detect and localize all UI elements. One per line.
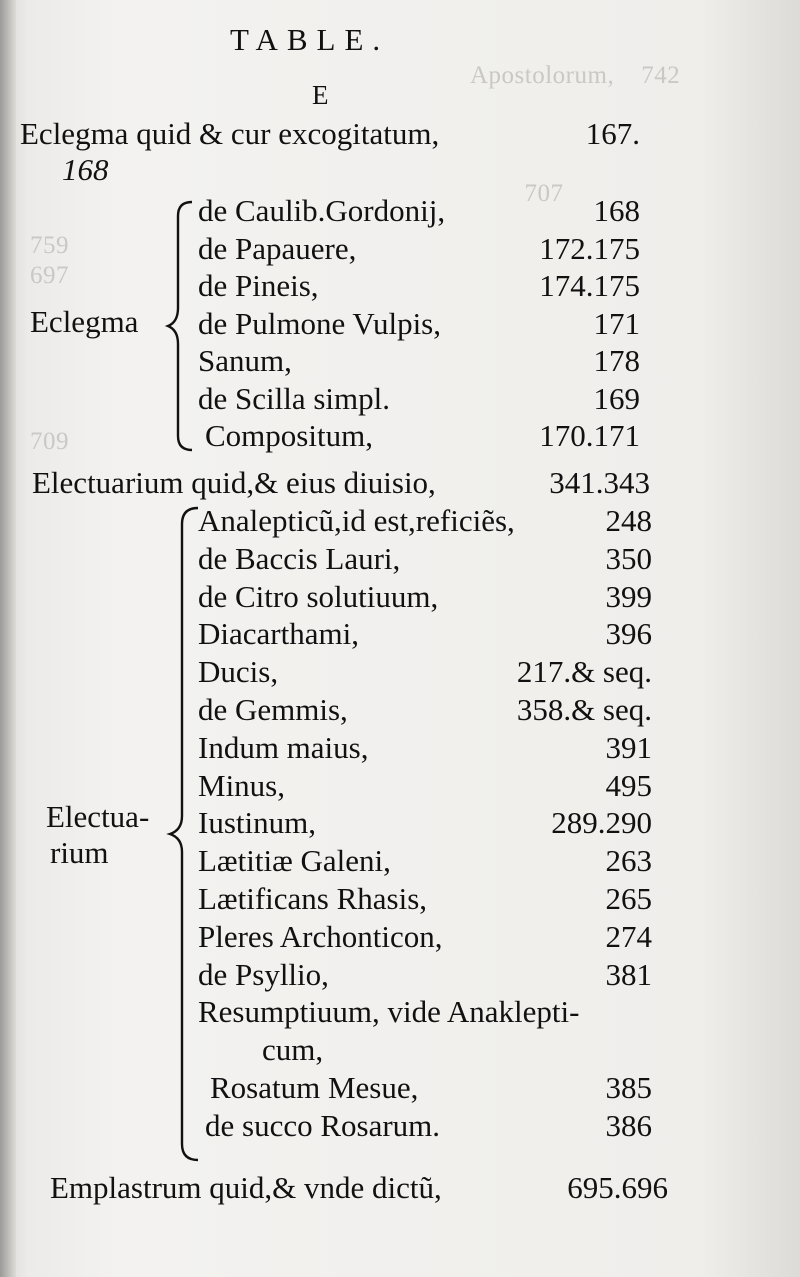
page-ref: 274 bbox=[605, 918, 652, 954]
index-subentry: de Papauere, bbox=[198, 230, 357, 266]
bleed-through-text: 709 bbox=[30, 428, 69, 455]
brace-eclegma bbox=[164, 196, 198, 456]
index-subentry: de succo Rosarum. bbox=[205, 1107, 441, 1143]
page-ref: 341.343 bbox=[549, 465, 650, 500]
index-entry-eclegma-quid: Eclegma quid & cur excogitatum, bbox=[20, 116, 440, 151]
index-subentry: de Pulmone Vulpis, bbox=[198, 305, 441, 341]
page-ref: 495 bbox=[605, 767, 652, 803]
page-ref: 358.& seq. bbox=[516, 692, 652, 727]
group-label-electuarium-1: Electua- bbox=[46, 799, 150, 834]
page-ref: 172.175 bbox=[539, 230, 640, 266]
index-subentry: Diacarthami, bbox=[198, 616, 359, 652]
page-ref: 169 bbox=[593, 380, 640, 416]
page-ref: 170.171 bbox=[539, 418, 640, 453]
index-subentry: Lætitiæ Galeni, bbox=[198, 843, 391, 879]
bleed-through-text: 697 bbox=[30, 262, 69, 289]
page-ref: 695.696 bbox=[567, 1170, 668, 1205]
page-ref: 265 bbox=[605, 881, 652, 916]
page-title: TABLE. bbox=[230, 22, 390, 57]
index-subentry: de Caulib.Gordonij, bbox=[198, 193, 446, 228]
page-ref: 263 bbox=[605, 843, 652, 879]
index-subentry: de Baccis Lauri, bbox=[198, 540, 401, 576]
page-ref: 217.& seq. bbox=[516, 654, 652, 690]
page-ref: 174.175 bbox=[539, 268, 640, 303]
page-ref: 350 bbox=[605, 540, 652, 576]
page-ref: 396 bbox=[605, 616, 652, 652]
bleed-through-text: 759 bbox=[30, 232, 69, 259]
page-ref: 391 bbox=[605, 729, 652, 765]
index-subentry: Minus, bbox=[198, 767, 285, 803]
index-subentry: de Pineis, bbox=[198, 268, 319, 303]
index-subentry: Ducis, bbox=[198, 654, 279, 690]
index-subentry: Pleres Archonticon, bbox=[198, 918, 443, 954]
index-subentry: de Scilla simpl. bbox=[198, 380, 391, 416]
page-ref: 178 bbox=[593, 343, 640, 378]
binding-shadow bbox=[0, 0, 16, 1277]
page-ref: 386 bbox=[605, 1107, 652, 1143]
group-label-eclegma: Eclegma bbox=[30, 304, 139, 339]
group-label-electuarium-2: rium bbox=[50, 835, 109, 870]
index-subentry: Iustinum, bbox=[198, 805, 316, 841]
index-subentry: Analepticũ,id est,reficiẽs, bbox=[198, 503, 515, 538]
index-subentry: de Gemmis, bbox=[198, 692, 348, 727]
page-ref-continued: 168 bbox=[62, 152, 109, 187]
bleed-through-text: Apostolorum, 742 bbox=[470, 62, 681, 89]
page-ref: 167. bbox=[585, 116, 640, 151]
index-subentry: Sanum, bbox=[198, 343, 292, 378]
index-subentry: Lætificans Rhasis, bbox=[198, 881, 428, 916]
index-subentry: Compositum, bbox=[205, 418, 373, 453]
page-ref: 248 bbox=[605, 503, 652, 538]
index-subentry: Indum maius, bbox=[198, 729, 369, 765]
index-subentry: de Psyllio, bbox=[198, 956, 329, 992]
index-subentry: cum, bbox=[262, 1032, 324, 1068]
page-ref: 168 bbox=[593, 193, 640, 228]
page-ref: 399 bbox=[605, 578, 652, 614]
page-ref: 381 bbox=[605, 956, 652, 992]
index-subentry: de Citro solutiuum, bbox=[198, 578, 439, 614]
index-subentry: Rosatum Mesue, bbox=[210, 1070, 419, 1105]
bleed-through-text: 707 bbox=[430, 180, 564, 207]
section-letter: E bbox=[312, 80, 329, 110]
page-ref: 385 bbox=[605, 1070, 652, 1105]
index-entry-emplastrum: Emplastrum quid,& vnde dictũ, bbox=[50, 1170, 442, 1205]
index-entry-electuarium-quid: Electuarium quid,& eius diuisio, bbox=[32, 465, 436, 500]
page-ref: 171 bbox=[593, 305, 640, 341]
index-subentry: Resumptiuum, vide Anaklepti- bbox=[198, 994, 580, 1030]
page-ref: 289.290 bbox=[551, 805, 652, 841]
